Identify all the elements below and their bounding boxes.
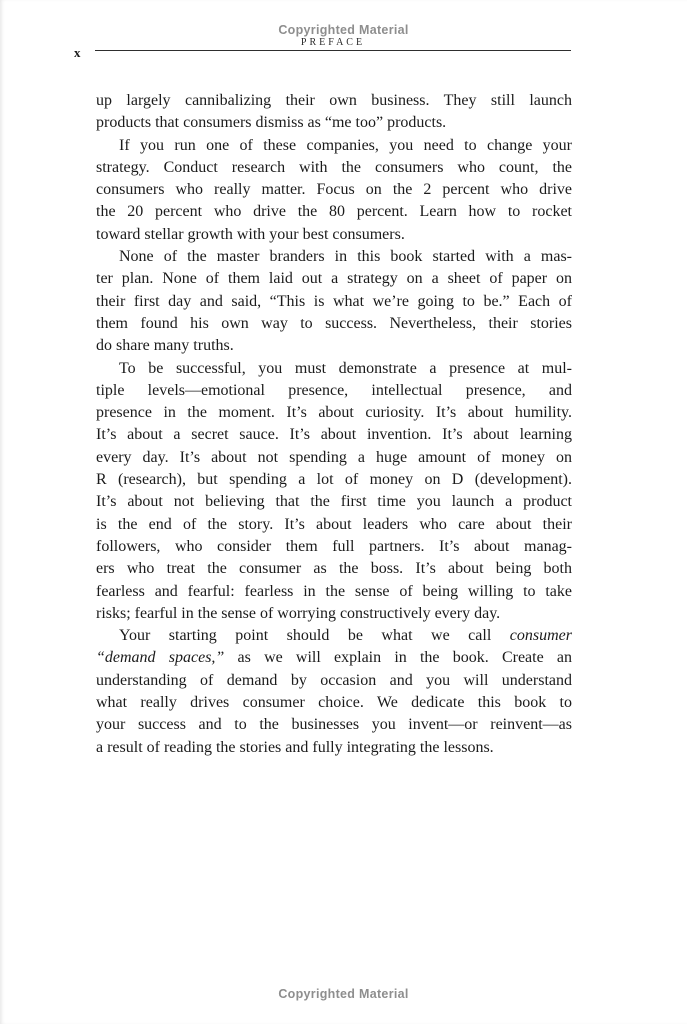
- text-line: Your starting point should be what we call consumer: [119, 627, 572, 645]
- body-text: [96, 90, 572, 759]
- text-line: strategy. Conduct research with the consumers who count, the: [96, 158, 572, 176]
- paragraph: [96, 625, 572, 759]
- text-line: what really drives consumer choice. We dedicate this book to: [96, 694, 572, 712]
- text-line: a result of reading the stories and fully integrating the lessons.: [96, 738, 494, 756]
- text-line: fearless and fearful: fearless in the sense of being willing to take: [96, 582, 572, 600]
- text-line: ers who treat the consumer as the boss. It’s about being both: [96, 560, 572, 578]
- copyright-notice-top: Copyrighted Material: [278, 23, 409, 37]
- text-line: your success and to the businesses you invent—or reinvent—as: [96, 716, 572, 734]
- text-line: It’s about a secret sauce. It’s about invention. It’s about learning: [96, 426, 572, 444]
- running-title: PREFACE: [300, 37, 366, 48]
- text-line: “demand spaces,” as we will explain in the book. Create an: [96, 649, 573, 667]
- text-line: tiple levels—emotional presence, intellectual presence, and: [96, 381, 572, 399]
- text-line: presence in the moment. It’s about curiosity. It’s about humility.: [96, 404, 572, 422]
- text-line: their first day and said, “This is what we’re going to be.” Each of: [96, 292, 572, 310]
- text-line: toward stellar growth with your best consumers.: [96, 225, 405, 243]
- text-line: them found his own way to success. Nevertheless, their stories: [96, 314, 572, 332]
- paragraph: [96, 358, 572, 626]
- text-line: To be successful, you must demonstrate a presence at mul-: [119, 359, 572, 377]
- text-line: products that consumers dismiss as “me too” products.: [96, 114, 447, 132]
- text-line: R (research), but spending a lot of money on D (development).: [96, 471, 572, 489]
- text-line: None of the master branders in this book started with a mas-: [119, 248, 572, 266]
- text-line: followers, who consider them full partners. It’s about manag-: [96, 537, 572, 555]
- page-header: [0, 36, 687, 60]
- page-number: x: [74, 45, 81, 60]
- text-line: It’s about not believing that the first time you launch a product: [96, 493, 572, 511]
- paragraph: [96, 135, 572, 246]
- paragraph: [96, 90, 572, 135]
- text-line: consumers who really matter. Focus on the 2 percent who drive: [96, 181, 572, 199]
- text-line: risks; fearful in the sense of worrying constructively every day.: [96, 604, 501, 622]
- text-line: ter plan. None of them laid out a strategy on a sheet of paper on: [96, 270, 572, 288]
- text-line: the 20 percent who drive the 80 percent. Learn how to rocket: [96, 203, 572, 221]
- text-line: If you run one of these companies, you need to change your: [119, 136, 572, 154]
- text-line: up largely cannibalizing their own business. They still launch: [96, 92, 572, 109]
- header-rule: [95, 50, 571, 51]
- text-line: understanding of demand by occasion and you will understand: [96, 671, 572, 689]
- text-line: every day. It’s about not spending a huge amount of money on: [96, 448, 572, 466]
- paragraph: [96, 246, 572, 357]
- text-line: do share many truths.: [96, 337, 234, 355]
- text-line: is the end of the story. It’s about leaders who care about their: [96, 515, 572, 533]
- copyright-notice-bottom: Copyrighted Material: [278, 987, 409, 1001]
